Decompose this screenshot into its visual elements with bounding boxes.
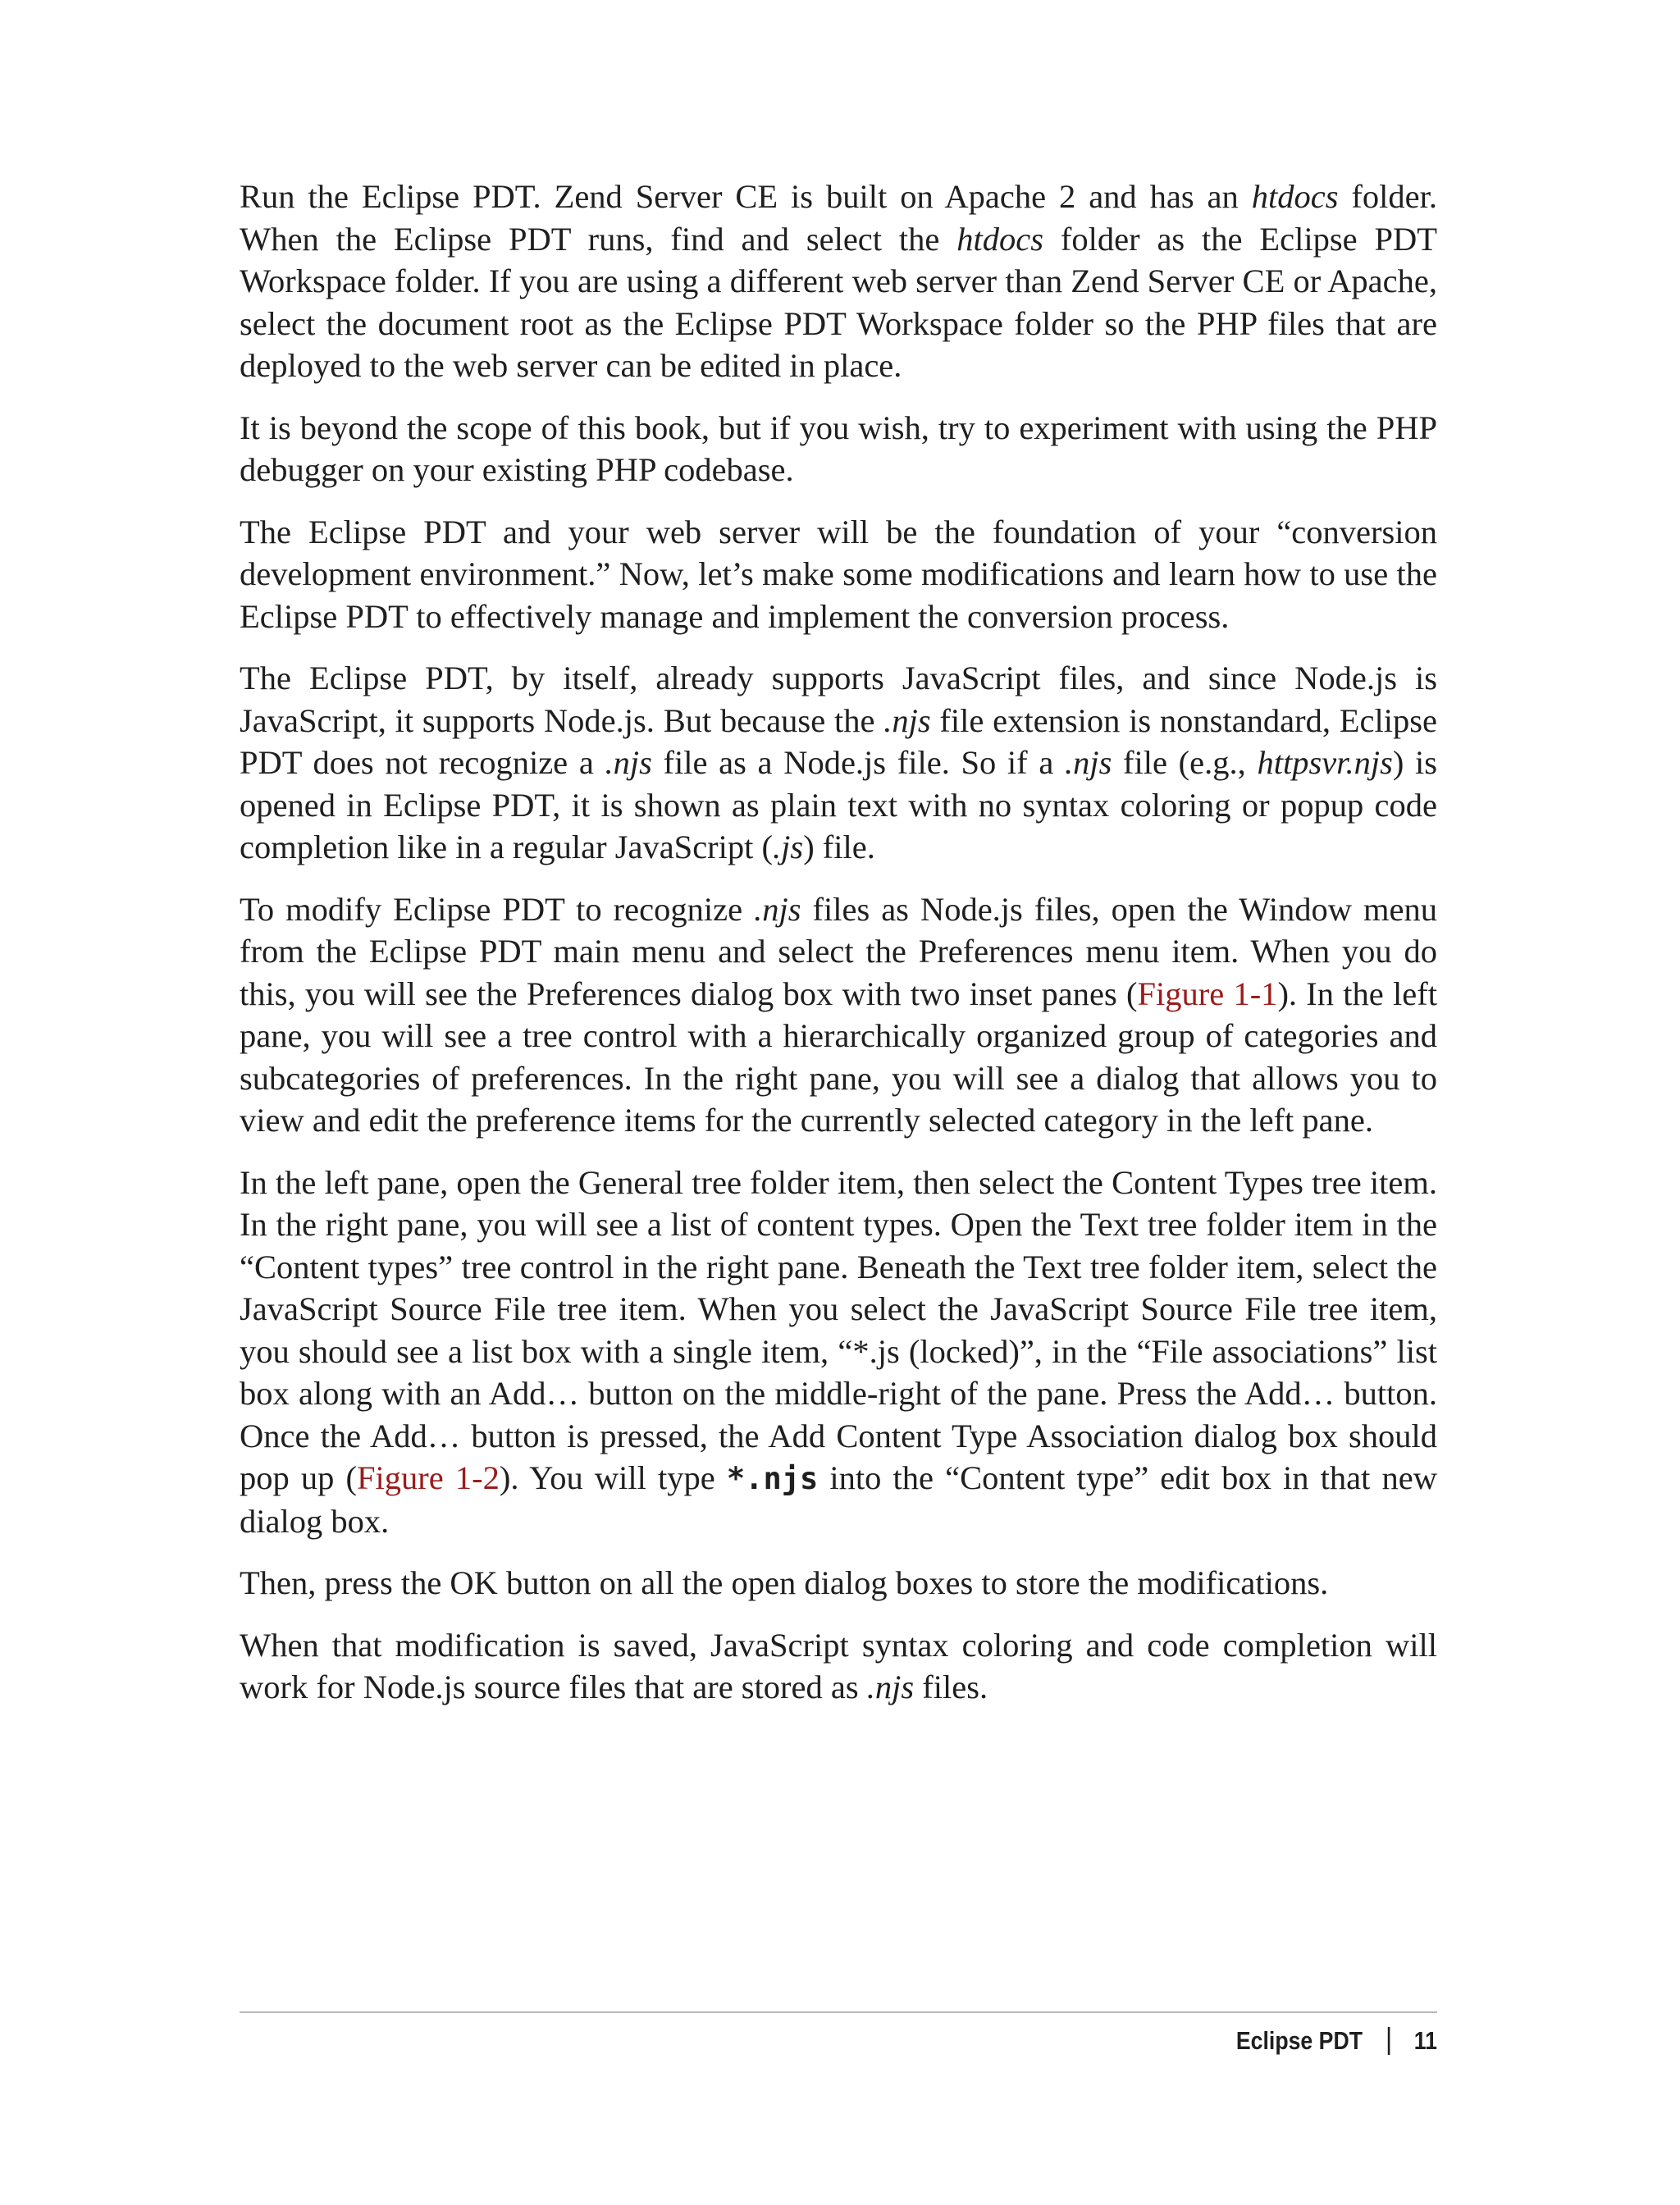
page-number: 11 (1413, 2026, 1437, 2055)
italic-term: htdocs (1251, 178, 1339, 215)
italic-term: .njs (883, 701, 931, 739)
text-run: ). In the left pane, you will see a tree control with a hierarchically organized group of categories and subcategories of preferences. In the right pane, you will see a dialog that allows you to view and edit the preference items for the currently selected category in the left pane. (240, 975, 1437, 1139)
text-run: into the “Content type” edit box in that new dialog box. (240, 1459, 1437, 1540)
italic-term: htdocs (956, 220, 1043, 258)
footer-separator (1388, 2027, 1390, 2055)
body-text (240, 176, 1437, 1728)
text-run: ) file. (803, 829, 875, 865)
inline-code: *.njs (726, 1461, 819, 1496)
italic-term: .njs (605, 744, 652, 781)
italic-term: httpsvr.njs (1257, 744, 1393, 781)
footer-divider (240, 2011, 1437, 2013)
text-run: folder. When the Eclipse PDT runs, find and select the (240, 178, 1437, 258)
text-run: files as Node.js files, open the Window menu from the Eclipse PDT main menu and select the Preferences menu item. When you do this, you will see the Preferences dialog box with two inset panes ( (240, 890, 1437, 1012)
text-run: The Eclipse PDT, by itself, already supports JavaScript files, and since Node.js is JavaScript, it supports Node.js. But because the (240, 660, 1437, 739)
italic-term: .njs (754, 890, 801, 928)
text-run: ). You will type (499, 1459, 727, 1496)
paragraph-4 (240, 657, 1437, 869)
text-run: files. (914, 1669, 988, 1705)
figure-1-2-link[interactable]: Figure 1-2 (357, 1459, 500, 1496)
text-run: file as a Node.js file. So if a (651, 744, 1065, 781)
italic-term: .njs (866, 1669, 915, 1705)
text-run: file (e.g., (1112, 744, 1258, 781)
text-run: folder as the Eclipse PDT Workspace folder. If you are using a different web server than Zend Server CE or Apache, select the document root as the Eclipse PDT Workspace folder so the PHP files that are deployed to the web server can be edited in place. (240, 220, 1437, 384)
text-run: To modify Eclipse PDT to recognize (240, 890, 755, 928)
paragraph-1 (240, 176, 1437, 387)
paragraph-5 (240, 888, 1437, 1142)
text-run: When that modification is saved, JavaScript syntax coloring and code completion will work for Node.js source files that are stored as (240, 1626, 1437, 1705)
paragraph-3: The Eclipse PDT and your web server will be the foundation of your “conversion development environment.” Now, let’s make some modifications and learn how to use the Eclipse PDT to effectively manage and implement the conversion process. (240, 513, 1437, 635)
italic-term: .js (773, 829, 804, 865)
text-run: ) is opened in Eclipse PDT, it is shown as plain text with no syntax coloring or popup code completion like in a regular JavaScript ( (240, 744, 1438, 865)
page-footer (1236, 2026, 1437, 2056)
text-run: Run the Eclipse PDT. Zend Server CE is built on Apache 2 and has an (240, 178, 1252, 215)
italic-term: .njs (1064, 744, 1112, 781)
text-run: In the left pane, open the General tree folder item, then select the Content Types tree item. In the right pane, you will see a list of content types. Open the Text tree folder item in the “Content types” tree control in the right pane. Beneath the Text tree folder item, select the JavaScript Source File tree item. When you select the JavaScript Source File tree item, you should see a list box with a single item, “*.js (locked)”, in the “File associations” list box along with an Add… button on the middle-right of the pane. Press the Add… button. Once the Add… button is pressed, the Add Content Type Association dialog box should pop up ( (240, 1163, 1437, 1496)
text-run: file extension is nonstandard, Eclipse PDT does not recognize a (240, 701, 1437, 781)
paragraph-8 (240, 1624, 1437, 1709)
paragraph-7: Then, press the OK button on all the open dialog boxes to store the modifications. (240, 1564, 1329, 1601)
paragraph-6 (240, 1162, 1437, 1543)
running-section-title: Eclipse PDT (1235, 2026, 1363, 2055)
paragraph-2: It is beyond the scope of this book, but if you wish, try to experiment with using the PHP debugger on your existing PHP codebase. (240, 409, 1437, 488)
figure-1-1-link[interactable]: Figure 1-1 (1137, 975, 1278, 1012)
